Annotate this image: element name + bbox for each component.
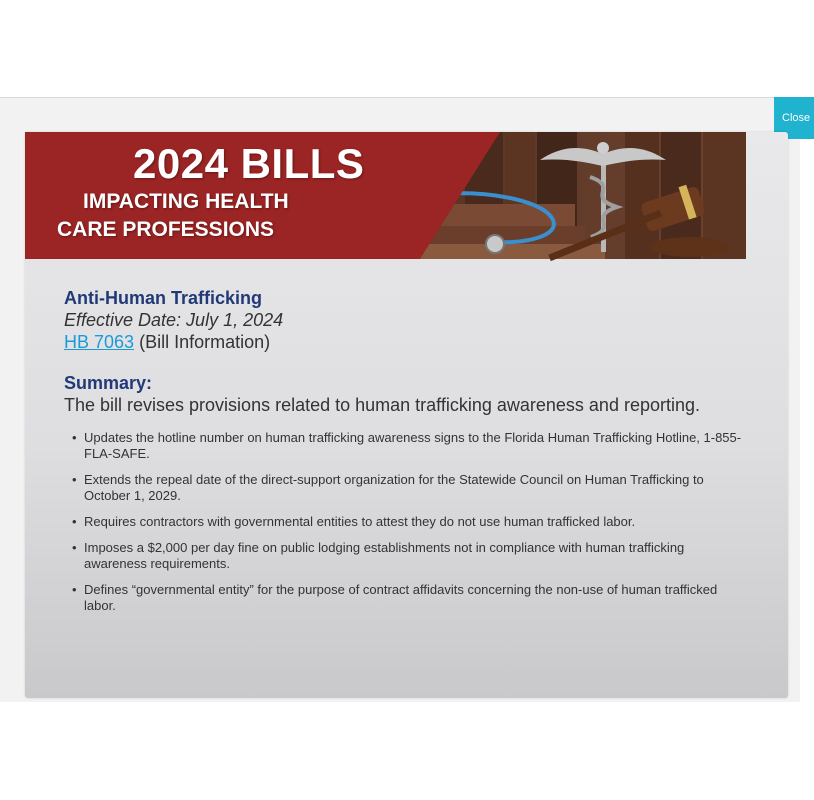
summary-list — [64, 430, 764, 614]
bill-info-suffix: (Bill Information) — [139, 332, 271, 352]
summary-text: The bill revises provisions related to human trafficking awareness and reporting. — [64, 395, 700, 415]
bill-content — [64, 287, 764, 624]
bill-link[interactable]: HB 7063 — [64, 332, 135, 352]
banner-text — [25, 132, 505, 259]
list-item: • Requires contractors with governmental entities to attest they do not use human trafficked labor. — [84, 514, 749, 530]
bill-card — [25, 132, 788, 698]
effective-date: Effective Date: July 1, 2024 — [64, 310, 284, 330]
summary-heading: Summary: — [64, 373, 153, 393]
bill-title: Anti-Human Trafficking — [64, 288, 263, 308]
banner-title: 2024 BILLS — [133, 140, 365, 187]
list-item: • Defines “governmental entity” for the purpose of contract affidavits concerning the non-use of human trafficked labor. — [84, 582, 749, 614]
list-item: • Extends the repeal date of the direct-support organization for the Statewide Council on Human Trafficking to October 1, 2029. — [84, 472, 749, 504]
banner — [25, 132, 746, 259]
banner-subtitle-1: IMPACTING HEALTH — [83, 190, 289, 213]
close-button[interactable]: Close — [774, 97, 814, 139]
list-item: • Updates the hotline number on human trafficking awareness signs to the Florida Human Trafficking Hotline, 1-855-FLA-SAFE. — [84, 430, 749, 462]
banner-subtitle-2: CARE PROFESSIONS — [57, 218, 275, 241]
list-item: • Imposes a $2,000 per day fine on public lodging establishments not in compliance with human trafficking awareness requirements. — [84, 540, 749, 572]
bill-info — [64, 331, 764, 353]
